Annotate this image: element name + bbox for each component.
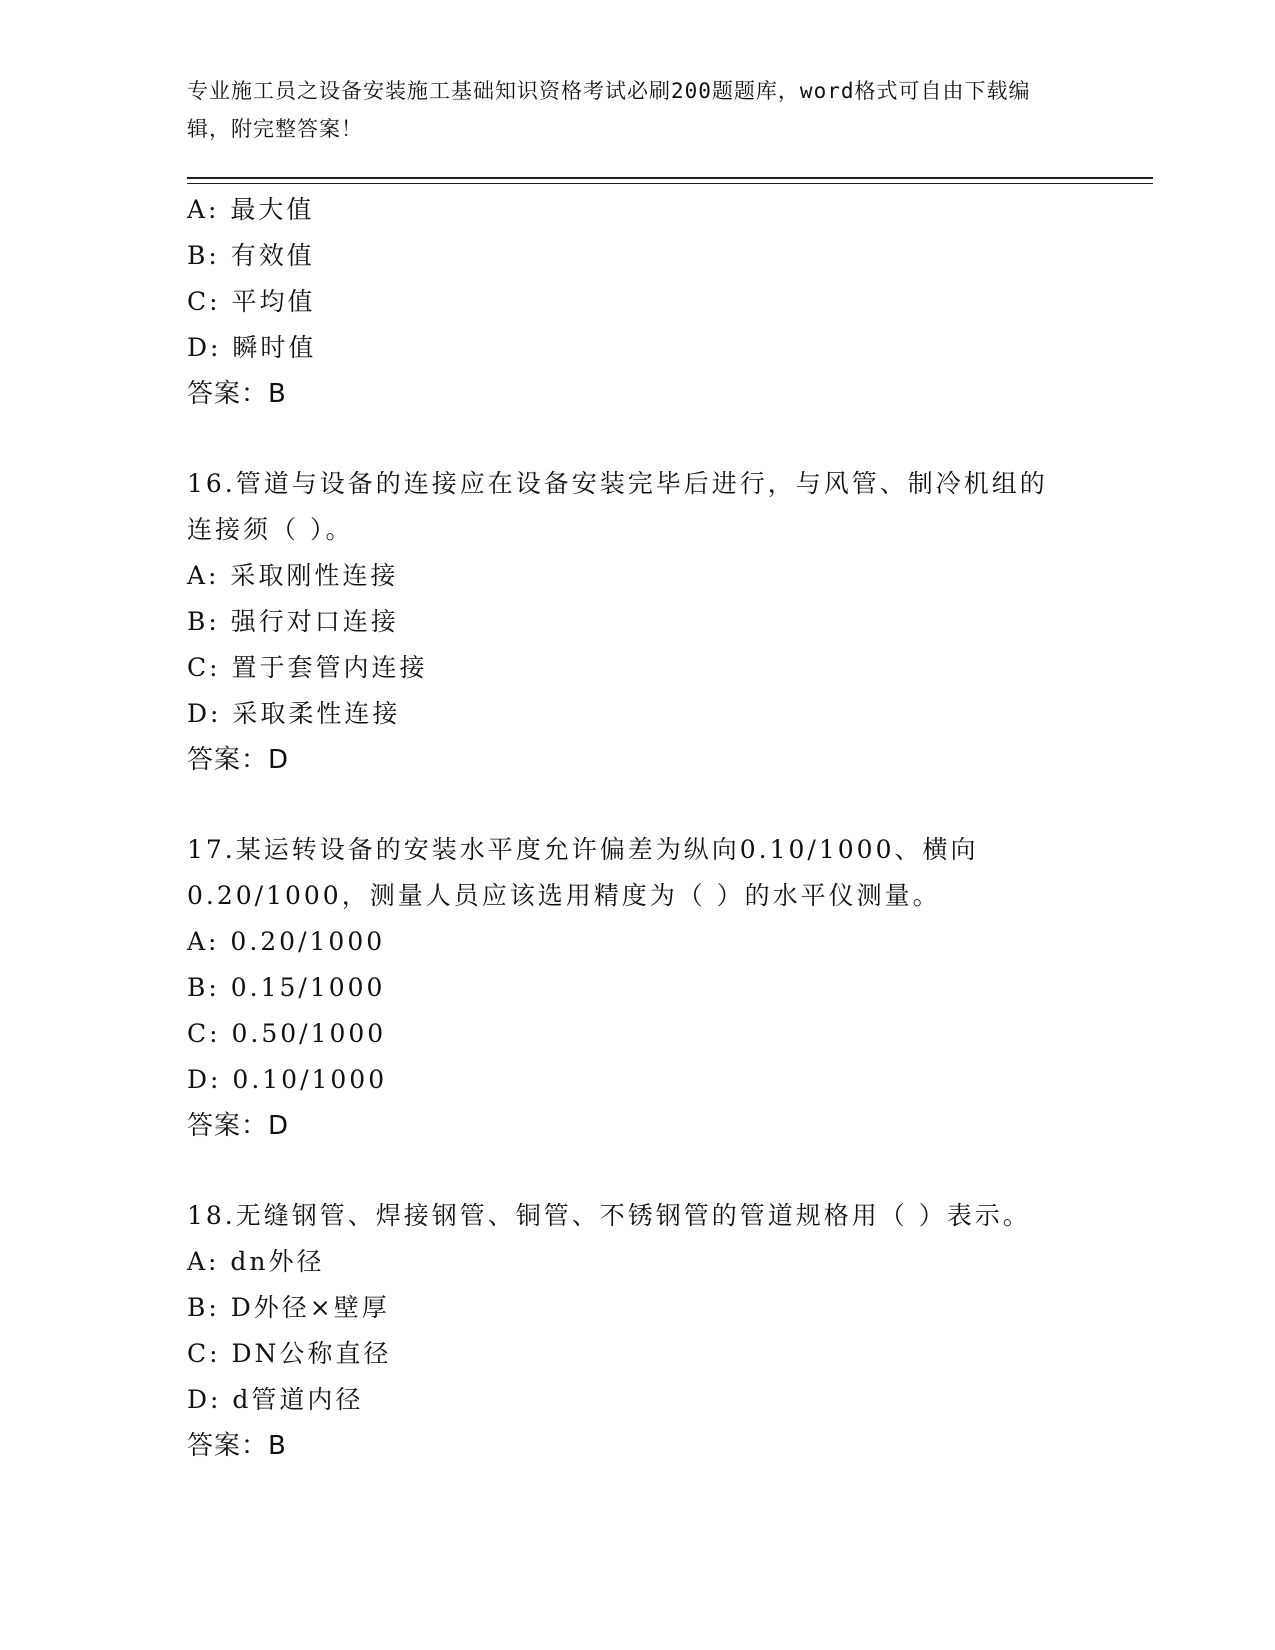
option-a: A: 采取刚性连接	[187, 561, 399, 590]
option-a: A: dn外径	[187, 1247, 325, 1276]
answer: 答案：D	[187, 1111, 290, 1141]
option-b: B: D外径×壁厚	[187, 1293, 390, 1322]
header-rule-thin	[187, 183, 1153, 184]
option-b: B: 有效值	[187, 241, 315, 270]
option-d: D: 瞬时值	[187, 333, 317, 362]
answer: 答案：B	[187, 1431, 287, 1461]
option-c: C: 置于套管内连接	[187, 653, 428, 682]
question-previous	[187, 187, 1153, 417]
option-b: B: 0.15/1000	[187, 973, 386, 1002]
answer: 答案：D	[187, 745, 290, 775]
document-header: 专业施工员之设备安装施工基础知识资格考试必刷200题题库，word格式可自由下载编辑，附完整答案！	[187, 79, 1031, 141]
question-list	[187, 187, 1153, 1469]
question-16	[187, 461, 1153, 783]
question-stem: 18.无缝钢管、焊接钢管、铜管、不锈钢管的管道规格用（ ）表示。	[187, 1201, 1031, 1230]
option-a: A: 0.20/1000	[187, 927, 386, 956]
option-c: C: 平均值	[187, 287, 316, 316]
question-stem: 16.管道与设备的连接应在设备安装完毕后进行，与风管、制冷机组的	[187, 469, 1048, 498]
question-stem-continued: 连接须（ ）。	[187, 515, 354, 544]
option-d: D: 0.10/1000	[187, 1065, 388, 1094]
question-stem-continued: 0.20/1000，测量人员应该选用精度为（ ）的水平仪测量。	[187, 881, 941, 910]
option-b: B: 强行对口连接	[187, 607, 399, 636]
question-17	[187, 827, 1153, 1149]
header-rule-thick	[187, 177, 1153, 179]
answer: 答案：B	[187, 379, 287, 409]
option-c: C: DN公称直径	[187, 1339, 392, 1368]
option-c: C: 0.50/1000	[187, 1019, 387, 1048]
question-18	[187, 1193, 1153, 1469]
option-d: D: 采取柔性连接	[187, 699, 401, 728]
option-d: D: d管道内径	[187, 1385, 364, 1414]
question-stem: 17.某运转设备的安装水平度允许偏差为纵向0.10/1000、横向	[187, 835, 979, 864]
option-a: A: 最大值	[187, 195, 315, 224]
